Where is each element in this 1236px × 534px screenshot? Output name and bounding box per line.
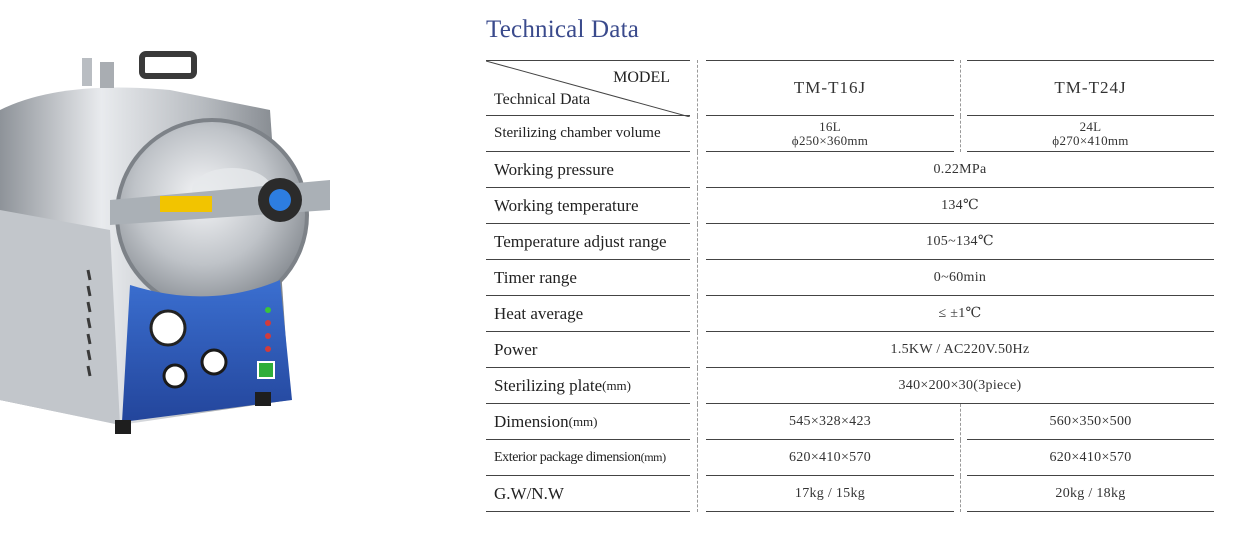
row-label: Temperature adjust range (486, 224, 690, 260)
table-row (486, 476, 1214, 512)
row-label (486, 440, 690, 476)
table-row (486, 260, 1214, 296)
value-cell: 620×410×570 (706, 440, 954, 476)
unit-text: (mm) (602, 377, 631, 393)
unit-text: (mm) (640, 450, 666, 464)
row-label: G.W/N.W (486, 476, 690, 512)
value-cell: 105~134℃ (706, 224, 1214, 260)
header-diagonal-cell (486, 60, 690, 116)
row-label: Working pressure (486, 152, 690, 188)
label-text: Dimension (494, 411, 569, 431)
model-tm-t24j: TM-T24J (967, 60, 1214, 116)
value-text: 16L (819, 118, 841, 134)
label-text: Sterilizing plate (494, 375, 603, 395)
unit-text: (mm) (568, 413, 598, 429)
row-label (486, 404, 690, 440)
row-label: Heat average (486, 296, 690, 332)
value-text: 24L (1079, 118, 1102, 134)
value-text: ϕ270×410mm (1052, 132, 1129, 148)
value-cell: ≤ ±1℃ (706, 296, 1214, 332)
table-row (486, 368, 1214, 404)
value-cell: 560×350×500 (967, 404, 1214, 440)
row-label (486, 368, 690, 404)
value-cell: 134℃ (706, 188, 1214, 224)
table-row (486, 152, 1214, 188)
value-cell: 0~60min (706, 260, 1214, 296)
value-cell: 545×328×423 (706, 404, 954, 440)
value-text: ϕ250×360mm (791, 132, 869, 148)
row-label: Working temperature (486, 188, 690, 224)
value-cell: 620×410×570 (967, 440, 1214, 476)
value-cell: 0.22MPa (706, 152, 1214, 188)
table-row (486, 332, 1214, 368)
table-row (486, 296, 1214, 332)
table-row (486, 116, 1214, 152)
value-cell: 1.5KW / AC220V.50Hz (706, 332, 1214, 368)
value-cell (967, 116, 1214, 152)
table-row (486, 188, 1214, 224)
sterilizer-illustration (0, 40, 340, 460)
value-cell: 20kg / 18kg (967, 476, 1214, 512)
table-row (486, 440, 1214, 476)
value-cell: 340×200×30(3piece) (706, 368, 1214, 404)
value-cell: 17kg / 15kg (706, 476, 954, 512)
row-label: Timer range (486, 260, 690, 296)
spec-table (486, 60, 1214, 512)
section-title: Technical Data (486, 16, 640, 43)
row-label: Power (486, 332, 690, 368)
technical-data-label: Technical Data (494, 91, 591, 108)
table-row (486, 404, 1214, 440)
label-text: Exterior package dimension (494, 449, 641, 465)
table-row (486, 224, 1214, 260)
row-label: Sterilizing chamber volume (486, 116, 690, 152)
model-label: MODEL (613, 69, 670, 86)
model-tm-t16j: TM-T16J (706, 60, 954, 116)
product-image (0, 40, 340, 460)
value-cell (706, 116, 954, 152)
table-header-row (486, 60, 1214, 116)
